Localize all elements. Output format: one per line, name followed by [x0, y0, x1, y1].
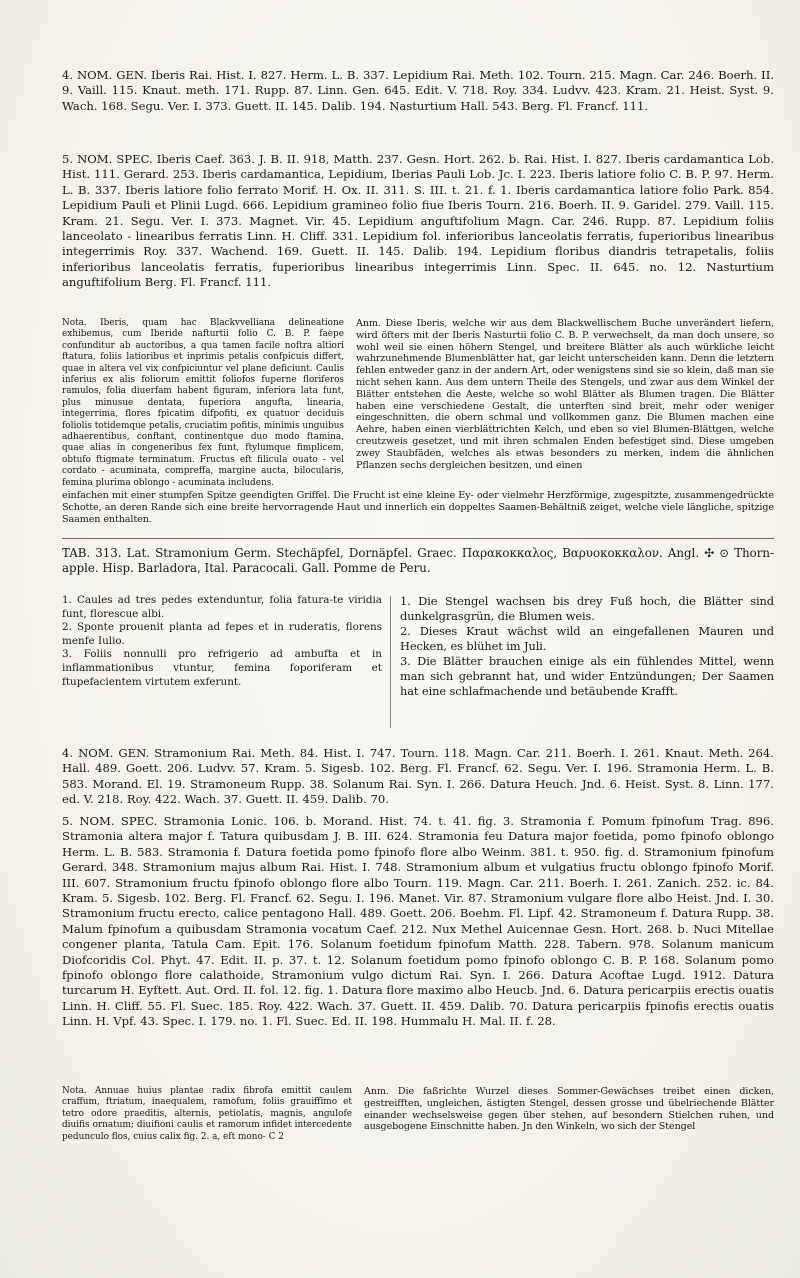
latin-note-3: 3. Foliis nonnulli pro refrigerio ad ambufta et in inflammationibus vtuntur, femina foporiferam et ftupefacientem virtutem exferunt.: [62, 648, 382, 688]
table-header-text: TAB. 313. Lat. Stramonium Germ. Stechäpfel, Dornäpfel. Graec. Παρακοκκαλος, Βαρυοκοκκαλον. Angl. ✣ ⊙ Thorn-apple. Hisp. Barladora, Ital. Paracocali. Gall. Pomme de Peru.: [62, 546, 774, 576]
bottom-anm-german-text: Anm. Die faßrichte Wurzel dieses Sommer-Gewächses treibet einen dicken, gestreifften, ungleichen, ästigten Stengel, dessen grosse und übelriechende Blätter einander wechselsweise gegen über stehen, auf besondern Stielchen ruhen, und ausgebogene Einschnitte haben. Jn den Winkeln, wo sich der Stengel: [364, 1086, 774, 1133]
latin-note-2: 2. Sponte prouenit planta ad fepes et in ruderatis, florens menfe Iulio.: [62, 621, 382, 647]
german-note-1: 1. Die Stengel wachsen bis drey Fuß hoch, die Blätter sind dunkelgrasgrün, die Blumen weis.: [400, 594, 774, 623]
latin-note-1: 1. Caules ad tres pedes extenduntur, folia fatura-te viridia funt, florescue albi.: [62, 594, 382, 620]
column-divider: [390, 596, 391, 728]
bottom-nota-latin-text: Nota. Annuae huius plantae radix fibrofa emittit caulem craffum, ftriatum, inaequalem, ramofum, foliis grauiffimo et tetro odore praeditis, alternis, petiolatis, magnis, angulofe diuifis ornatum; diuifioni caulis et ramorum infidet intercedente pedunculo flos, cuius calix fig. 2. a, eft mono- C 2: [62, 1086, 352, 1142]
bottom-nota-latin-column: [62, 1086, 352, 1143]
species-synonymy-text: 5. NOM. SPEC. Iberis Caef. 363. J. B. II. 918, Matth. 237. Gesn. Hort. 262. b. Rai. Hist. I. 827. Iberis cardamantica Lob. Hist. 111. Gerard. 253. Iberis cardamantica, Lepidium, Iberias Pauli Lob. Jc. I. 223. Iberis latiore folio C. B. P. 97. Herm. L. B. 337. Iberis latiore folio ferrato Morif. H. Ox. II. 311. S. III. t. 21. f. 1. Iberis cardamantica latiore folio Park. 854. Lepidium Pauli et Plinii Lugd. 666. Lepidium gramineo folio fiue Iberis Tourn. 216. Boerh. II. 9. Garidel. 279. Vaill. 115. Kram. 21. Segu. Ver. I. 373. Magnet. Vir. 45. Lepidium anguftifolium Magn. Car. 246. Rupp. 87. Lepidium foliis lanceolato - linearibus ferratis Linn. H. Cliff. 331. Lepidium fol. inferioribus lanceolatis ferratis, fuperioribus linearibus integerrimis Roy. 337. Wachend. 169. Guett. II. 145. Dalib. 194. Lepidium floribus diandris tetrapetalis, foliis inferioribus lanceolatis ferratis, fuperioribus linearibus integerrimis Linn. Spec. II. 645. no. 12. Nasturtium anguftifolium Berg. Fl. Francf. 111.: [62, 152, 774, 290]
german-note-2: 2. Dieses Kraut wächst wild an eingefallenen Mauren und Hecken, es blühet im Juli.: [400, 624, 774, 653]
nota-latin-column: [62, 318, 344, 489]
nota-latin-text: Nota. Iberis, quam hac Blackvvelliana delineatione exhibemus, cum Iberide nafturtii folio C. B. P. faepe confunditur ab auctoribus, a qua tamen facile noftra altiori ftatura, foliis latioribus et inprimis petalis confpicuis differt, quae in altera vel vix confpiciuntur vel plane deficiunt. Caulis inferius ex alis foliorum emittit foliofos fuperne floriferos ramulos, folia diuerfam habent figuram, inferiora lata funt, plus minusue dentata, fuperiora angufta, linearia, integerrima, flores fpicatim difpofiti, ex quatuor deciduis foliolis totidemque petalis, cruciatim pofitis, minimis unguibus adhaerentibus, conftant, continentque duo modo ftamina, quae alias in congeneribus fex funt, ftylumque fimplicem, obtufo ftigmate terminatum. Fructus eft filicula ouato - vel cordato - acuminata, compreffa, margine aucta, bilocularis, femina plurima oblongo - acuminata includens.: [62, 318, 344, 488]
stramonium-genus-text: 4. NOM. GEN. Stramonium Rai. Meth. 84. Hist. I. 747. Tourn. 118. Magn. Car. 211. Boerh. I. 261. Knaut. Meth. 264. Hall. 489. Goett. 206. Ludvv. 57. Kram. 5. Sigesb. 102. Berg. Fl. Francf. 62. Segu. Ver. I. 196. Stramonia Herm. L. B. 583. Morand. El. 19. Stramoneum Rupp. 38. Solanum Rai. Syn. I. 266. Datura Heuch. Jnd. 6. Heist. Syst. 8. Linn. 177. ed. V. 218. Roy. 422. Wach. 37. Guett. II. 459. Dalib. 70.: [62, 746, 774, 807]
section-divider: [62, 538, 774, 539]
anm-german-continuation-text: einfachen mit einer stumpfen Spitze geendigten Griffel. Die Frucht ist eine kleine Ey- oder vielmehr Herzförmige, zugespitzte, zusammengedrückte Schotte, an deren Rande sich eine breite hervorragende Haut und innerlich ein doppeltes Saamen-Behältniß zeiget, welche viele längliche, spitzige Saamen enthalten.: [62, 490, 774, 525]
table-header: [62, 546, 774, 577]
german-note-3: 3. Die Blätter brauchen einige als ein fühlendes Mittel, wenn man sich gebrannt hat, und wider Entzündungen; Der Saamen hat eine schlafmachende und betäubende Krafft.: [400, 654, 774, 698]
stramonium-species-paragraph: [62, 814, 774, 1030]
stramonium-genus-paragraph: [62, 746, 774, 808]
stramonium-species-text: 5. NOM. SPEC. Stramonia Lonic. 106. b. Morand. Hist. 74. t. 41. fig. 3. Stramonia f. Pomum fpinofum Trag. 896. Stramonia altera major f. Tatura quibusdam J. B. III. 624. Stramonia feu Datura major foetida, pomo fpinofo oblongo Herm. L. B. 583. Stramonia f. Datura foetida pomo fpinofo flore albo Weinm. 381. t. 950. fig. d. Stramonium fpinofum Gerard. 348. Stramonium majus album Rai. Hist. I. 748. Stramonium album et vulgatius fructu oblongo fpinofo Morif. III. 607. Stramonium fructu fpinofo oblongo flore albo Tourn. 119. Magn. Car. 211. Boerh. I. 261. Zanich. 252. ic. 84. Kram. 5. Sigesb. 102. Berg. Fl. Francf. 62. Segu. I. 196. Manet. Vir. 87. Stramonium vulgare flore albo Heist. Jnd. I. 30. Stramonium fructu erecto, calice pentagono Hall. 489. Goett. 206. Boehm. Fl. Lipf. 42. Stramoneum f. Datura Rupp. 38. Malum fpinofum a quibusdam Stramonia vocatum Caef. 212. Nux Methel Auicennae Gesn. Hort. 268. b. Nuci Mitellae congener planta, Tatula Cam. Epit. 176. Solanum foetidum fpinofum Matth. 228. Tabern. 978. Solanum manicum Diofcoridis Col. Phyt. 47. Edit. II. p. 37. t. 12. Solanum foetidum pomo fpinofo oblongo C. B. P. 168. Solanum pomo fpinofo oblongo flore calathoide, Stramonium vulgo dictum Rai. Syn. I. 266. Datura Acoftae Lugd. 1912. Datura turcarum H. Eyftett. Aut. Ord. II. fol. 12. fig. 1. Datura flore maximo albo Heucb. Jnd. 6. Datura pericarpiis erectis ouatis Linn. H. Cliff. 55. Fl. Suec. 185. Roy. 422. Wach. 37. Guett. II. 459. Dalib. 70. Datura pericarpiis fpinofis erectis ouatis Linn. H. Vpf. 43. Spec. I. 179. no. 1. Fl. Suec. Ed. II. 198. Hummalu H. Mal. II. f. 28.: [62, 814, 774, 1029]
bottom-anm-german-column: [364, 1086, 774, 1133]
anm-german-continuation: [62, 490, 774, 525]
genus-synonymy-paragraph: [62, 68, 774, 114]
anm-german-column: [356, 318, 774, 471]
genus-synonymy-text: 4. NOM. GEN. Iberis Rai. Hist. I. 827. Herm. L. B. 337. Lepidium Rai. Meth. 102. Tourn. 215. Magn. Car. 246. Boerh. II. 9. Vaill. 115. Knaut. meth. 171. Rupp. 87. Linn. Gen. 645. Edit. V. 718. Roy. 334. Ludvv. 423. Kram. 21. Heist. Syst. 9. Wach. 168. Segu. Ver. I. 373. Guett. II. 145. Dalib. 194. Nasturtium Hall. 543. Berg. Fl. Francf. 111.: [62, 68, 774, 113]
anm-german-text: Anm. Diese Iberis, welche wir aus dem Blackwellischem Buche unverändert liefern, wird öfters mit der Iberis Nasturtii folio C. B. P. verwechselt, da man doch unsere, so wohl weil sie einen höhern Stengel, und breitere Blätter als auch würkliche leicht wahrzunehmende Blumenblätter hat, gar leicht unterscheiden kann. Denn die letztern fehlen entweder ganz in der andern Art, oder wenigstens sind sie so klein, daß man sie nicht sehen kann. Aus dem untern Theile des Stengels, und zwar aus dem Winkel der Blätter entstehen die Aeste, welche so wohl Blätter als Blumen tragen. Die Blätter haben eine verschiedene Gestalt, die unterften sind breit, mehr oder weniger eingeschnitten, die obern schmal und vollkommen ganz. Die Blumen machen eine Aehre, haben einen vierblättrichten Kelch, und eben so viel Blumen-Blättgen, welche creutzweis gesetzet, und mit ihren schmalen Enden befestiget sind. Diese umgeben zwey Staubfäden, welches als etwas besonders zu merken, indem die ähnlichen Pflanzen sechs dergleichen besitzen, und einen: [356, 318, 774, 471]
latin-notes-column: [62, 594, 382, 689]
german-notes-column: [400, 594, 774, 699]
species-synonymy-paragraph: [62, 152, 774, 291]
